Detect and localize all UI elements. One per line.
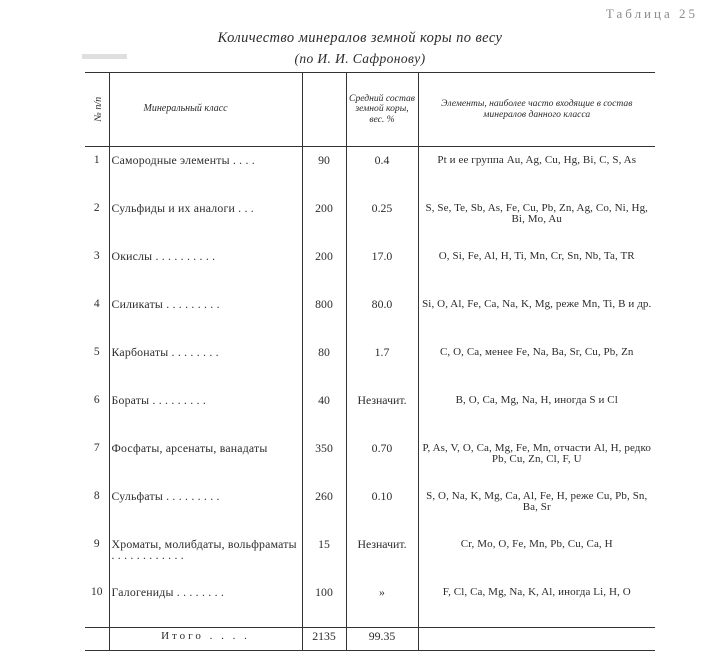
table-row xyxy=(85,435,655,483)
mineral-count: 200 xyxy=(302,243,346,291)
row-num: 10 xyxy=(91,586,103,598)
elements-list: Cr, Mo, O, Fe, Mn, Pb, Cu, Ca, H xyxy=(418,531,655,579)
row-num: 7 xyxy=(93,442,100,454)
row-num: 3 xyxy=(93,250,100,262)
elements-list: Pt и ее группа Au, Ag, Cu, Hg, Bi, C, S, As xyxy=(418,147,655,196)
scan-smudge xyxy=(82,54,127,59)
header-num: № п/п xyxy=(85,73,109,147)
elements-list: S, O, Na, K, Mg, Ca, Al, Fe, H, реже Cu, Pb, Sn, Ba, Sr xyxy=(418,483,655,531)
row-num: 6 xyxy=(93,394,100,406)
mineral-class: Галогениды . . . . . . . . xyxy=(109,579,302,628)
row-num: 1 xyxy=(93,154,100,166)
mineral-class: Сульфаты . . . . . . . . . xyxy=(109,483,302,531)
elements-list: P, As, V, O, Ca, Mg, Fe, Mn, отчасти Al, H, редко Pb, Cu, Zn, Cl, F, U xyxy=(418,435,655,483)
total-elements-cell xyxy=(418,628,655,651)
header-percent: Средний состав земной коры, вес. % xyxy=(346,73,418,147)
elements-list: C, O, Ca, менее Fe, Na, Ba, Sr, Cu, Pb, Zn xyxy=(418,339,655,387)
mineral-class: Окислы . . . . . . . . . . xyxy=(109,243,302,291)
mineral-count: 200 xyxy=(302,195,346,243)
mineral-count: 100 xyxy=(302,579,346,628)
table-subtitle: (по И. И. Сафронову) xyxy=(294,51,426,66)
elements-list: O, Si, Fe, Al, H, Ti, Mn, Cr, Sn, Nb, Ta, TR xyxy=(418,243,655,291)
crust-percent: 1.7 xyxy=(346,339,418,387)
mineral-class: Бораты . . . . . . . . . xyxy=(109,387,302,435)
table-row xyxy=(85,243,655,291)
total-row xyxy=(85,628,655,651)
minerals-table xyxy=(85,72,655,651)
table-row xyxy=(85,531,655,579)
table-title: Количество минералов земной коры по весу xyxy=(217,30,503,46)
table-row xyxy=(85,147,655,196)
mineral-count: 90 xyxy=(302,147,346,196)
table-row xyxy=(85,339,655,387)
elements-list: S, Se, Te, Sb, As, Fe, Cu, Pb, Zn, Ag, Co, Ni, Hg, Bi, Mo, Au xyxy=(418,195,655,243)
row-num: 2 xyxy=(93,202,100,214)
row-num: 8 xyxy=(93,490,100,502)
page-header: Таблица 25 xyxy=(605,6,698,21)
row-num: 5 xyxy=(93,346,100,358)
mineral-class: Карбонаты . . . . . . . . xyxy=(109,339,302,387)
crust-percent: 17.0 xyxy=(346,243,418,291)
mineral-count: 260 xyxy=(302,483,346,531)
mineral-class: Самородные элементы . . . . xyxy=(109,147,302,196)
mineral-class: Фосфаты, арсенаты, ванадаты xyxy=(109,435,302,483)
header-count xyxy=(302,73,346,147)
crust-percent: Незначит. xyxy=(346,387,418,435)
table-row xyxy=(85,483,655,531)
crust-percent: 0.25 xyxy=(346,195,418,243)
row-num: 4 xyxy=(93,298,100,310)
elements-list: Si, O, Al, Fe, Ca, Na, K, Mg, реже Mn, Ti, B и др. xyxy=(418,291,655,339)
crust-percent: » xyxy=(346,579,418,628)
total-label: Итого . . . . xyxy=(109,628,302,651)
mineral-count: 80 xyxy=(302,339,346,387)
mineral-class: Хроматы, молибдаты, вольфраматы . . . . . . . . . . . . xyxy=(109,531,302,579)
table-row xyxy=(85,291,655,339)
elements-list: B, O, Ca, Mg, Na, H, иногда S и Cl xyxy=(418,387,655,435)
total-count: 2135 xyxy=(302,628,346,651)
mineral-count: 350 xyxy=(302,435,346,483)
total-percent: 99.35 xyxy=(346,628,418,651)
mineral-count: 15 xyxy=(302,531,346,579)
crust-percent: 80.0 xyxy=(346,291,418,339)
header-class: Минеральный класс xyxy=(109,73,302,147)
mineral-count: 40 xyxy=(302,387,346,435)
crust-percent: 0.4 xyxy=(346,147,418,196)
mineral-class: Силикаты . . . . . . . . . xyxy=(109,291,302,339)
row-num: 9 xyxy=(93,538,100,550)
header-row xyxy=(85,73,655,147)
total-num-cell xyxy=(85,628,109,651)
header-elements: Элементы, наиболее часто входящие в состав минералов данного класса xyxy=(418,73,655,147)
crust-percent: Незначит. xyxy=(346,531,418,579)
table-row xyxy=(85,195,655,243)
crust-percent: 0.10 xyxy=(346,483,418,531)
mineral-count: 800 xyxy=(302,291,346,339)
crust-percent: 0.70 xyxy=(346,435,418,483)
table-row xyxy=(85,387,655,435)
mineral-class: Сульфиды и их аналоги . . . xyxy=(109,195,302,243)
table-row xyxy=(85,579,655,628)
elements-list: F, Cl, Ca, Mg, Na, K, Al, иногда Li, H, O xyxy=(418,579,655,628)
